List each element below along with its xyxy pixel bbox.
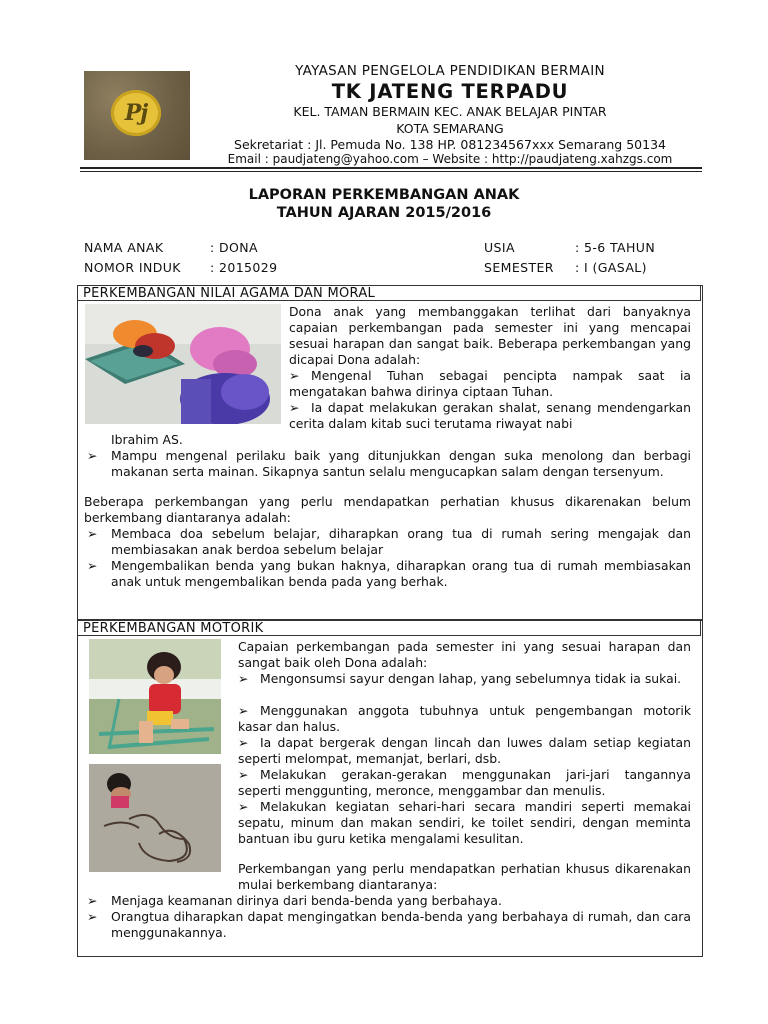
bullet-arrow-icon: ➢ [238,735,249,750]
header-rule-thick [80,167,702,169]
section-religion-intro: Dona anak yang membanggakan terlihat dari banyaknya capaian perkembangan pada semester ini yang mencapai sesuai harapan dan sangat baik. Beberapa perkembangan yang dicapai Dona adalah: [289,304,691,367]
section-motor-heading: PERKEMBANGAN MOTORIK [77,620,701,636]
school-name: TK JATENG TERPADU [331,80,569,103]
religion-attention-1: ➢ Membaca doa sebelum belajar, diharapkan orang tua di rumah sering mengajak dan membiasakan anak berdoa sebelum belajar [87,526,691,557]
report-year: TAHUN AJARAN 2015/2016 [276,205,492,221]
foundation-name: YAYASAN PENGELOLA PENDIDIKAN BERMAIN [295,63,605,79]
religion-bullet-3: ➢ Mampu mengenal perilaku baik yang ditunjukkan dengan suka menolong dan berbagi makanan serta mainan. Sikapnya santun selalu mengucapkan salam dengan tersenyum. [87,448,691,479]
religion-attention-intro: Beberapa perkembangan yang perlu mendapatkan perhatian khusus dikarenakan belum berkembang diantaranya adalah: [84,494,691,525]
motor-bullet-4: ➢ Melakukan gerakan-gerakan menggunakan jari-jari tangannya seperti menggunting, meronce, menggambar dan menulis. [238,767,691,798]
id-value: : 2015029 [210,260,278,275]
motor-bullet-3: ➢ Ia dapat bergerak dengan lincah dan luwes dalam setiap kegiatan seperti melompat, memanjat, berlari, dsb. [238,735,691,766]
section-motor-intro: Capaian perkembangan pada semester ini yang sesuai harapan dan sangat baik oleh Dona adalah: [238,639,691,670]
photo-climbing [89,639,221,754]
bullet-arrow-icon: ➢ [238,671,249,686]
section-religion-heading: PERKEMBANGAN NILAI AGAMA DAN MORAL [77,285,701,301]
name-label: NAMA ANAK [84,240,164,255]
secretariat-line: Sekretariat : Jl. Pemuda No. 138 HP. 081234567xxx Semarang 50134 [234,137,666,152]
address-line-2: KOTA SEMARANG [396,121,504,136]
logo-badge [111,90,161,136]
bullet-arrow-icon: ➢ [289,400,300,415]
motor-attention-2: ➢ Orangtua diharapkan dapat mengingatkan benda-benda yang berbahaya di rumah, dan cara menggunakannya. [87,909,691,940]
school-logo [84,71,190,160]
bullet-arrow-icon: ➢ [238,799,249,814]
id-label: NOMOR INDUK [84,260,181,275]
semester-label: SEMESTER [484,260,554,275]
age-label: USIA [484,240,515,255]
motor-bullet-5: ➢ Melakukan kegiatan sehari-hari secara mandiri seperti memakai sepatu, minum dan makan sendiri, ke toilet sendiri, dengan meminta bantuan ibu guru ketika mengalami kesulitan. [238,799,691,846]
motor-bullet-1: ➢ Mengonsumsi sayur dengan lahap, yang sebelumnya tidak ia sukai. [238,671,682,686]
age-value: : 5-6 TAHUN [575,240,656,255]
religion-bullet-2-cont: Ibrahim AS. [111,432,183,447]
bullet-arrow-icon: ➢ [87,558,98,573]
header-rule-thin [80,171,702,172]
bullet-arrow-icon: ➢ [87,893,98,908]
bullet-arrow-icon: ➢ [238,703,249,718]
bullet-arrow-icon: ➢ [87,909,98,924]
name-value: : DONA [210,240,258,255]
motor-bullet-2: ➢ Menggunakan anggota tubuhnya untuk pengembangan motorik kasar dan halus. [238,703,691,734]
address-line-1: KEL. TAMAN BERMAIN KEC. ANAK BELAJAR PINTAR [293,104,607,119]
semester-value: : I (GASAL) [575,260,647,275]
report-title: LAPORAN PERKEMBANGAN ANAK [248,187,520,203]
religion-attention-2: ➢ Mengembalikan benda yang bukan haknya, diharapkan orang tua di rumah membiasakan anak untuk mengembalikan benda pada yang berhak. [87,558,691,589]
photo-drawing-sand [89,764,221,872]
motor-attention-1: ➢ Menjaga keamanan dirinya dari benda-benda yang berbahaya. [87,893,502,908]
bullet-arrow-icon: ➢ [238,767,249,782]
bullet-arrow-icon: ➢ [87,448,98,463]
bullet-arrow-icon: ➢ [87,526,98,541]
logo-text: Pj [124,100,148,126]
bullet-arrow-icon: ➢ [289,368,300,383]
religion-bullet-2: ➢ Ia dapat melakukan gerakan shalat, senang mendengarkan cerita dalam kitab suci terutama riwayat nabi [289,400,691,431]
motor-attention-intro: Perkembangan yang perlu mendapatkan perhatian khusus dikarenakan mulai berkembang diantaranya: [238,861,691,892]
religion-bullet-1: ➢ Mengenal Tuhan sebagai pencipta nampak saat ia mengatakan bahwa dirinya ciptaan Tuhan. [289,368,691,399]
photo-prayer [85,304,281,424]
contact-line: Email : paudjateng@yahoo.com – Website : http://paudjateng.xahzgs.com [227,152,673,166]
